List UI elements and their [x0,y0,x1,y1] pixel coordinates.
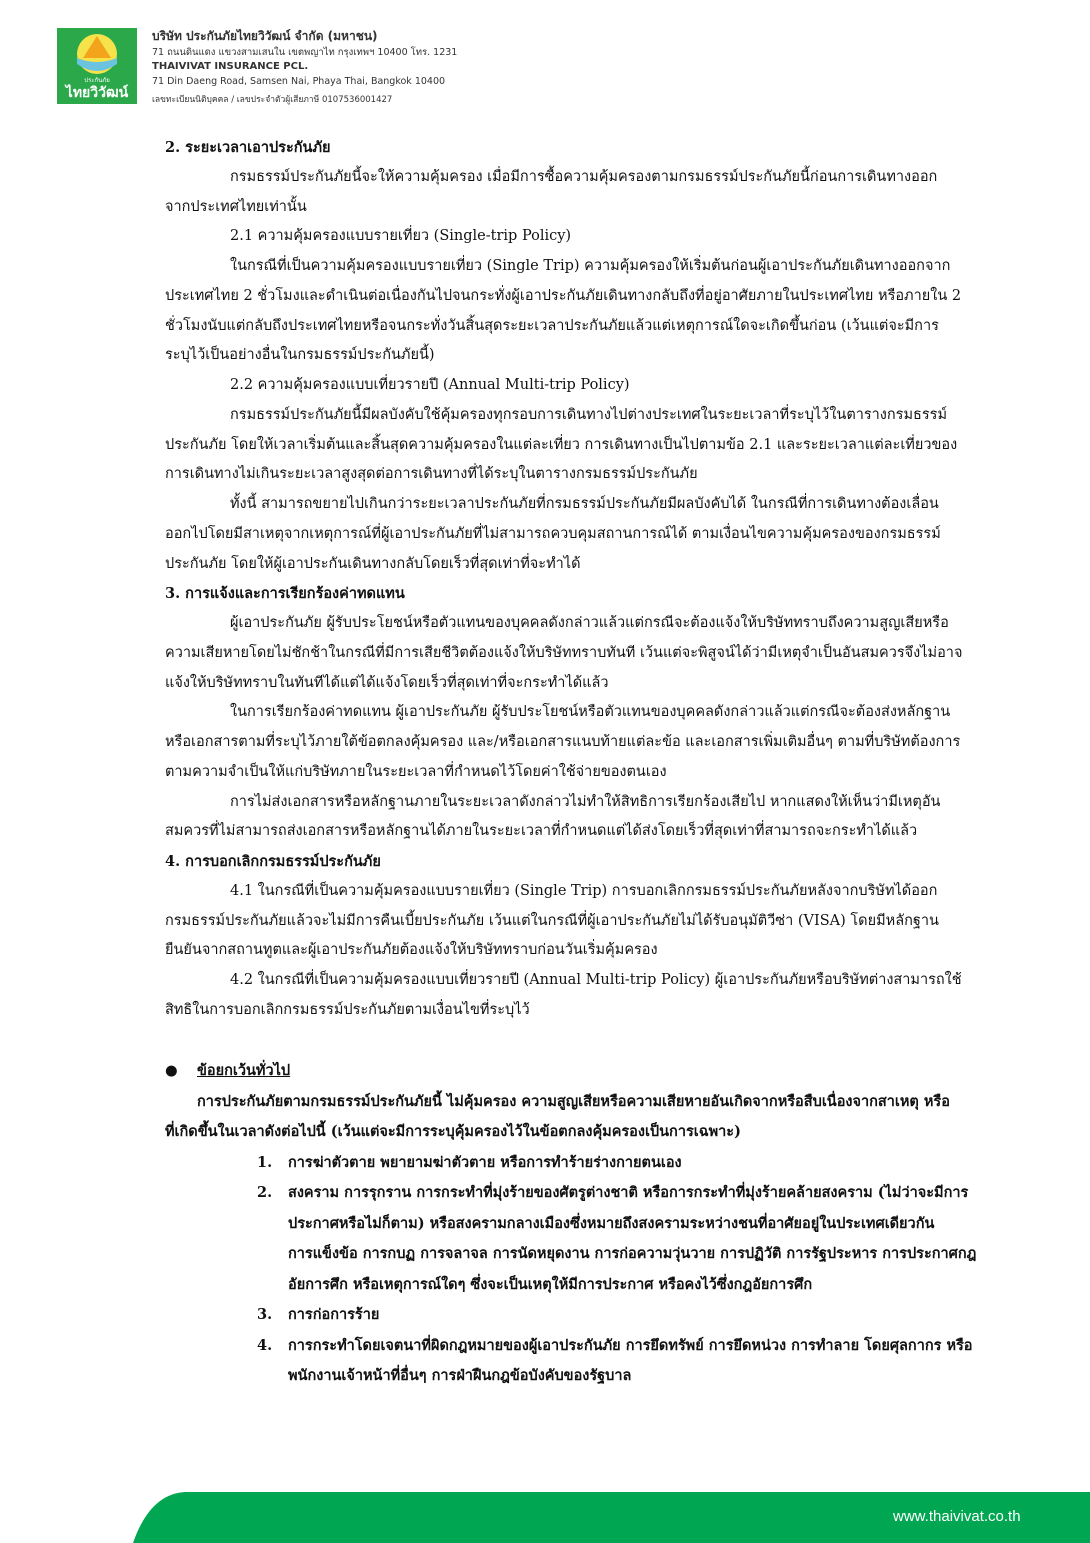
list-line: ประกาศหรือไม่ก็ตาม) หรือสงครามกลางเมืองซึ่งหมายถึงสงครามระหว่างชนที่อาศัยอยู่ในประเทศเดียวกัน [288,1214,935,1232]
paragraph-line: ทั้งนี้ สามารถขยายไปเกินกว่าระยะเวลาประกันภัยที่กรมธรรม์ประกันภัยมีผลบังคับได้ ในกรณีที่การเดินทางต้องเลื่อน [230,496,939,512]
paragraph-line: ที่เกิดขึ้นในเวลาดังต่อไปนี้ (เว้นแต่จะมีการระบุคุ้มครองไว้ในข้อตกลงคุ้มครองเป็นการเฉพาะ) [165,1123,741,1140]
paragraph-line: ชั่วโมงนับแต่กลับถึงประเทศไทยหรือจนกระทั่งวันสิ้นสุดระยะเวลาประกันภัยแล้วแต่เหตุการณ์ใดจะเกิดขึ้นก่อน (เว้นแต่จะมีการ [165,317,939,334]
list-item [165,1300,925,1331]
company-name-en: THAIVIVAT INSURANCE PCL. [152,61,309,72]
list-number: 1. [257,1153,273,1171]
subsection-heading: 2.1 ความคุ้มครองแบบรายเที่ยว (Single-trip Policy) [230,228,572,245]
paragraph-line: สิทธิในการบอกเลิกกรมธรรม์ประกันภัยตามเงื่อนไขที่ระบุไว้ [165,1001,530,1018]
paragraph-line: ยืนยันจากสถานทูตและผู้เอาประกันภัยต้องแจ้งให้บริษัททราบก่อนวันเริ่มคุ้มครอง [165,942,658,959]
exclusions-title: ข้อยกเว้นทั่วไป [197,1062,291,1079]
exclusions-heading [165,1056,925,1087]
paragraph-line: 4.1 ในกรณีที่เป็นความคุ้มครองแบบรายเที่ยว (Single Trip) การบอกเลิกกรมธรรม์ประกันภัยหลังจากบริษัทได้ออก [230,882,938,899]
company-header [152,27,457,106]
list-item [165,1178,977,1300]
paragraph-line: ตามความจำเป็นให้แก่บริษัทภายในระยะเวลาที่กำหนดไว้โดยค่าใช้จ่ายของตนเอง [165,763,667,780]
list-number: 4. [257,1336,273,1354]
paragraph-line: กรมธรรม์ประกันภัยนี้จะให้ความคุ้มครอง เมื่อมีการซื้อความคุ้มครองตามกรมธรรม์ประกันภัยนี้ก่อนการเดินทางออก [230,168,938,185]
section-heading: 2. ระยะเวลาเอาประกันภัย [165,139,331,156]
paragraph-line: ผู้เอาประกันภัย ผู้รับประโยชน์หรือตัวแทนของบุคคลดังกล่าวแล้วแต่กรณีจะต้องแจ้งให้บริษัททราบถึงความสูญเสียหรือ [230,615,949,631]
list-line: การแข็งข้อ การกบฏ การจลาจล การนัดหยุดงาน การก่อความวุ่นวาย การปฏิวัติ การรัฐประหาร การประกาศกฎ [288,1245,977,1262]
list-line: พนักงานเจ้าหน้าที่อื่นๆ การฝ่าฝืนกฎข้อบังคับของรัฐบาล [288,1367,632,1384]
section-heading: 4. การบอกเลิกกรมธรรม์ประกันภัย [165,853,381,870]
paragraph-line: ในกรณีที่เป็นความคุ้มครองแบบรายเที่ยว (Single Trip) ความคุ้มครองให้เริ่มต้นก่อนผู้เอาประกันภัยเดินทางออกจาก [230,258,951,274]
list-number: 3. [257,1306,273,1323]
list-item [165,1148,925,1179]
tax-id: เลขทะเบียนนิติบุคคล / เลขประจำตัวผู้เสียภาษี 0107536001427 [152,95,393,105]
paragraph-line: แจ้งให้บริษัททราบในทันทีได้แต่ได้แจ้งโดยเร็วที่สุดเท่าที่จะกระทำได้แล้ว [165,674,609,691]
address-th: 71 ถนนดินแดง แขวงสามเสนใน เขตพญาไท กรุงเทพฯ 10400 โทร. 1231 [152,47,458,58]
bullet-icon: ● [165,1062,178,1079]
paragraph-line: ในการเรียกร้องค่าทดแทน ผู้เอาประกันภัย ผู้รับประโยชน์หรือตัวแทนของบุคคลดังกล่าวแล้วแต่กรณีจะต้องส่งหลักฐาน [230,704,951,721]
website-link[interactable]: www.thaivivat.co.th [893,1508,1021,1525]
list-line: การฆ่าตัวตาย พยายามฆ่าตัวตาย หรือการทำร้ายร่างกายตนเอง [288,1153,682,1171]
paragraph-line: ออกไปโดยมีสาเหตุจากเหตุการณ์ที่ผู้เอาประกันภัยที่ไม่สามารถควบคุมสถานการณ์ได้ ตามเงื่อนไขความคุ้มครองของกรมธรรม์ [165,525,941,542]
list-line: สงคราม การรุกราน การกระทำที่มุ่งร้ายของศัตรูต่างชาติ หรือการกระทำที่มุ่งร้ายคล้ายสงคราม (ไม่ว่าจะมีการ [288,1184,969,1201]
paragraph-line: การไม่ส่งเอกสารหรือหลักฐานภายในระยะเวลาดังกล่าวไม่ทำให้สิทธิการเรียกร้องเสียไป หากแสดงให้เห็นว่ามีเหตุอัน [230,793,941,810]
paragraph-line: การประกันภัยตามกรมธรรม์ประกันภัยนี้ ไม่คุ้มครอง ความสูญเสียหรือความเสียหายอันเกิดจากหรือสืบเนื่องจากสาเหตุ หรือ [197,1092,950,1110]
paragraph-line: ประเทศไทย 2 ชั่วโมงและดำเนินต่อเนื่องกันไปจนกระทั่งผู้เอาประกันภัยเดินทางกลับถึงที่อยู่อาศัยภายในประเทศไทย หรือภายใน 2 [165,287,962,304]
list-number: 2. [257,1184,273,1201]
paragraph-line: จากประเทศไทยเท่านั้น [165,198,307,215]
subsection-heading: 2.2 ความคุ้มครองแบบเที่ยวรายปี (Annual Multi-trip Policy) [230,377,630,393]
general-exclusions [165,1056,977,1392]
list-line: อัยการศึก หรือเหตุการณ์ใดๆ ซึ่งจะเป็นเหตุให้มีการประกาศ หรือคงไว้ซึ่งกฎอัยการศึก [288,1275,813,1293]
logo-brand-text: ไทยวิวัฒน์ [65,85,129,101]
document-body [165,133,963,1026]
list-line: การก่อการร้าย [288,1306,380,1323]
paragraph-line: กรมธรรม์ประกันภัยนี้มีผลบังคับใช้คุ้มครองทุกรอบการเดินทางไปต่างประเทศในระยะเวลาที่ระบุไว้ในตารางกรมธรรม์ [230,406,947,423]
paragraph-line: ประกันภัย โดยให้ผู้เอาประกันเดินทางกลับโดยเร็วที่สุดเท่าที่จะทำได้ [165,555,581,572]
section-heading: 3. การแจ้งและการเรียกร้องค่าทดแทน [165,585,405,603]
list-line: การกระทำโดยเจตนาที่ผิดกฎหมายของผู้เอาประกันภัย การยึดทรัพย์ การยึดหน่วง การทำลาย โดยศุลกากร หรือ [288,1336,973,1354]
company-name-th: บริษัท ประกันภัยไทยวิวัฒน์ จำกัด (มหาชน) [152,29,378,43]
paragraph-line: ระบุไว้เป็นอย่างอื่นในกรมธรรม์ประกันภัยนี้) [165,347,435,364]
company-logo [57,28,137,104]
paragraph-line: กรมธรรม์ประกันภัยแล้วจะไม่มีการคืนเบี้ยประกันภัย เว้นแต่ในกรณีที่ผู้เอาประกันภัยไม่ได้รับอนุมัติวีซ่า (VISA) โดยมีหลักฐาน [165,912,939,929]
paragraph-line: 4.2 ในกรณีที่เป็นความคุ้มครองแบบเที่ยวรายปี (Annual Multi-trip Policy) ผู้เอาประกันภัยหรือบริษัทต่างสามารถใช้ [230,972,962,988]
paragraph-line: ความเสียหายโดยไม่ชักช้าในกรณีที่มีการเสียชีวิตต้องแจ้งให้บริษัททราบทันที เว้นแต่จะพิสูจน์ได้ว่ามีเหตุจำเป็นอันสมควรจึงไม่อาจ [165,644,963,661]
paragraph-line: หรือเอกสารตามที่ระบุไว้ภายใต้ข้อตกลงคุ้มครอง และ/หรือเอกสารแนบท้ายแต่ละข้อ และเอกสารเพิ่มเติมอื่นๆ ตามที่บริษัทต้องการ [165,734,961,750]
paragraph-line: การเดินทางไม่เกินระยะเวลาสูงสุดต่อการเดินทางที่ได้ระบุในตารางกรมธรรม์ประกันภัย [165,466,698,483]
paragraph-line: สมควรที่ไม่สามารถส่งเอกสารหรือหลักฐานได้ภายในระยะเวลาที่กำหนดแต่ได้ส่งโดยเร็วที่สุดเท่าที่สามารถจะกระทำได้แล้ว [165,823,918,840]
paragraph-line: ประกันภัย โดยให้เวลาเริ่มต้นและสิ้นสุดความคุ้มครองในแต่ละเที่ยว การเดินทางเป็นไปตามข้อ 2.1 และระยะเวลาแต่ละเที่ยวของ [165,436,958,453]
logo-small-text: ประกันภัย [84,77,110,84]
address-en: 71 Din Daeng Road, Samsen Nai, Phaya Thai, Bangkok 10400 [152,76,446,87]
list-item [165,1331,973,1392]
